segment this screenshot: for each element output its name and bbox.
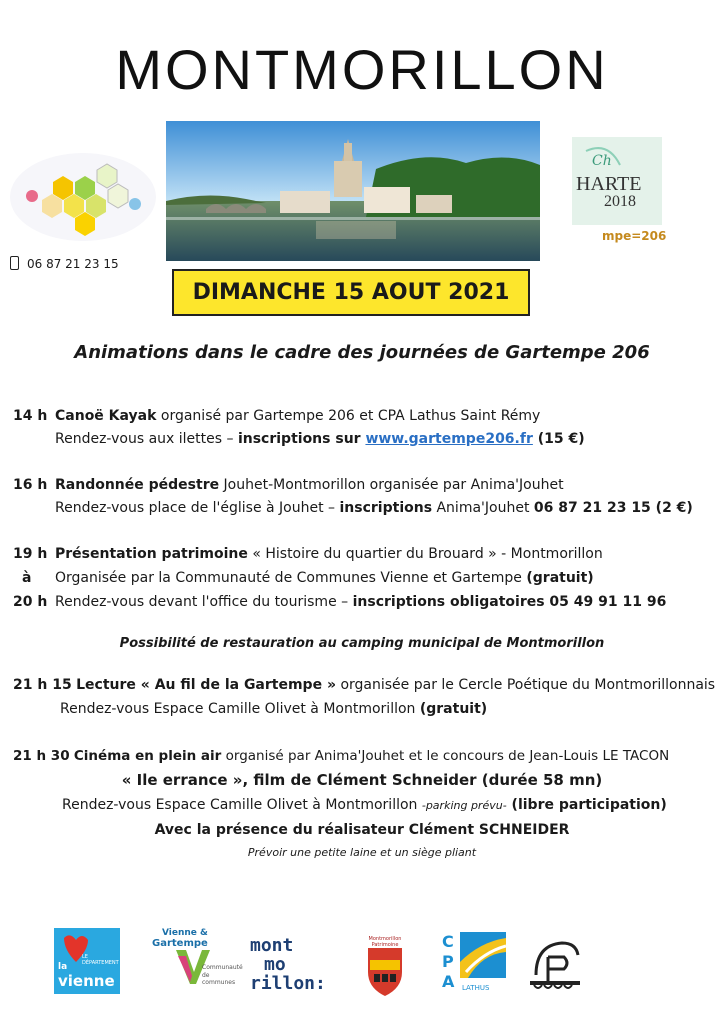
event-line: Rendez-vous place de l'église à Jouhet – inscriptions Anima'Jouhet 06 87 21 23 15 (2 €) (55, 500, 693, 516)
contact-phone: 06 87 21 23 15 (10, 256, 119, 271)
presence-line: Avec la présence du réalisateur Clément SCHNEIDER (154, 822, 570, 838)
vienne-gartempe-logo: Vienne & Gartempe Communauté de communes (152, 928, 243, 986)
date-banner: DIMANCHE 15 AOUT 2021 (172, 269, 530, 316)
event-time: 16 h (13, 477, 48, 493)
anima-jouhet-logo (8, 150, 158, 245)
montmorillon-patrimoine-crest: Montmorillon Patrimoine (360, 936, 410, 1000)
event-line: Rendez-vous Espace Camille Olivet à Montmorillon -parking prévu- (libre participation) (62, 797, 667, 813)
event-line: 21 h 30 Cinéma en plein air organisé par Anima'Jouhet et le concours de Jean-Louis LE TACON (13, 748, 670, 764)
montmorillon-logo: mont mo rillon: (250, 935, 326, 994)
event-line: Randonnée pédestre Jouhet-Montmorillon organisée par Anima'Jouhet (55, 477, 564, 493)
film-title: « Ile errance », film de Clément Schneider (durée 58 mn) (121, 771, 603, 789)
montmorillon-photo (166, 121, 540, 261)
charte-gartempe-logo: Ch HARTE 2018 mpe=206 (568, 135, 668, 250)
event-line: Rendez-vous devant l'office du tourisme – inscriptions obligatoires 05 49 91 11 96 (55, 594, 667, 610)
page-title: MONTMORILLON (115, 38, 609, 101)
tip-line: Prévoir une petite laine et un siège pliant (247, 846, 477, 859)
event-line: Rendez-vous Espace Camille Olivet à Montmorillon (gratuit) (60, 701, 488, 717)
event-line: Organisée par la Communauté de Communes Vienne et Gartempe (gratuit) (55, 570, 594, 586)
restauration-note: Possibilité de restauration au camping municipal de Montmorillon (119, 636, 605, 651)
event-time: 19 h (13, 546, 48, 562)
cpa-lathus-logo: C P A LATHUS (442, 932, 508, 996)
phone-icon (10, 256, 19, 270)
event-time: 14 h (13, 408, 48, 424)
event-time: à (22, 570, 32, 586)
bridge-emblem-logo (526, 935, 582, 995)
event-line: Canoë Kayak organisé par Gartempe 206 et CPA Lathus Saint Rémy (55, 408, 541, 424)
event-line: 21 h 15 Lecture « Au fil de la Gartempe » organisée par le Cercle Poétique du Montmorillonnais (13, 677, 716, 693)
event-line: Présentation patrimoine « Histoire du quartier du Brouard » - Montmorillon (55, 546, 603, 562)
event-line: Rendez-vous aux ilettes – inscriptions sur www.gartempe206.fr (15 €) (55, 431, 585, 447)
la-vienne-logo: LE DÉPARTEMENT la vienne (54, 928, 120, 994)
event-time: 20 h (13, 594, 48, 610)
subtitle: Animations dans le cadre des journées de Gartempe 206 (74, 342, 650, 363)
svg-text:Ch: Ch (592, 153, 612, 169)
gartempe-link[interactable]: www.gartempe206.fr (365, 431, 533, 447)
